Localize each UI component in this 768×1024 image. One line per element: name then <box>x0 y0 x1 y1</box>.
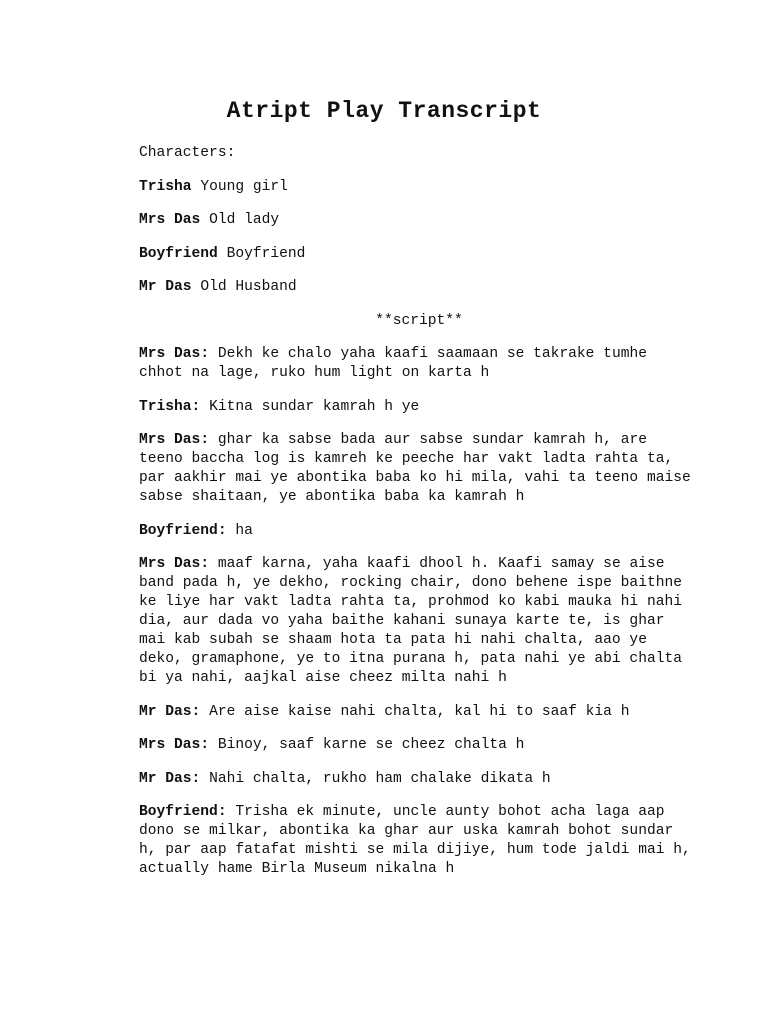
character-entry <box>139 178 699 197</box>
dialogue-line: Mr Das: Nahi chalta, rukho ham chalake dikata h <box>139 770 551 787</box>
character-desc: Young girl <box>200 178 288 195</box>
dialogue-line: Mrs Das: ghar ka sabse bada aur sabse sundar kamrah h, are teeno baccha log is kamreh ke peeche har vakt ladta rahta ta, par aakhir mai ye abontika baba ko hi mila, vahi ta teeno maise sabse shaitaan, ye abontika baba ka kamrah h <box>139 432 691 505</box>
dialogue-text: Are aise kaise nahi chalta, kal hi to saaf kia h <box>209 703 630 720</box>
character-entry <box>139 211 699 230</box>
character-name: Boyfriend <box>139 245 218 262</box>
dialogue-line: Boyfriend: Trisha ek minute, uncle aunty bohot acha laga aap dono se milkar, abontika ka ghar aur uska kamrah bohot sundar h, par aap fatafat mishti se mila dijiye, hum tode jaldi mai h, actually hame Birla Museum nikalna h <box>139 804 691 877</box>
character-name: Mrs Das <box>139 212 201 228</box>
script-marker: **script** <box>375 312 463 329</box>
character-name: Trisha <box>139 178 192 195</box>
speaker-name: Trisha <box>139 398 192 415</box>
document-title: Atript Play Transcript <box>226 98 542 124</box>
dialogue-text: Trisha ek minute, uncle aunty bohot acha laga aap dono se milkar, abontika ka ghar aur uska kamrah bohot sundar h, par aap fatafat mishti se mila dijiye, hum tode jaldi mai h, actually hame Birla Museum nikalna h <box>139 804 691 877</box>
character-entry <box>139 278 699 297</box>
dialogue-line: Mrs Das: Binoy, saaf karne se cheez chalta h <box>139 737 525 753</box>
character-desc: Old lady <box>209 212 280 228</box>
dialogue-text: Kitna sundar kamrah h ye <box>209 398 420 415</box>
dialogue-text: maaf karna, yaha kaafi dhool h. Kaafi samay se aise band pada h, ye dekho, rocking chair, dono behene ispe baithne ke liye har vakt ladta rahta ta, prohmod ko kabi mauka hi nahi dia, aur dada vo yaha baithe kahani sunaya karte te, is ghar mai kab subah se shaam hota ta pata hi nahi chalta, aao ye deko, gramaphone, ye to itna purana h, pata nahi ye abi chalta bi ya nahi, aajkal aise cheez milta nahi h <box>139 556 682 686</box>
character-desc: Old Husband <box>200 279 297 295</box>
character-entry <box>139 245 699 264</box>
dialogue-text: Nahi chalta, rukho ham chalake dikata h <box>209 770 551 787</box>
speaker-name: Mrs Das <box>139 432 201 448</box>
dialogue-text: ghar ka sabse bada aur sabse sundar kamrah h, are teeno baccha log is kamreh ke peeche har vakt ladta rahta ta, par aakhir mai ye abontika baba ko hi mila, vahi ta teeno maise sabse shaitaan, ye abontika baba ka kamrah h <box>139 432 691 505</box>
dialogue-text: Binoy, saaf karne se cheez chalta h <box>217 737 525 753</box>
dialogue-line: Trisha: Kitna sundar kamrah h ye <box>139 398 420 415</box>
speaker-name: Boyfriend <box>139 804 218 820</box>
dialogue-text: ha <box>235 522 253 539</box>
dialogue-line: Mr Das: Are aise kaise nahi chalta, kal hi to saaf kia h <box>139 703 630 720</box>
dialogue-text: Dekh ke chalo yaha kaafi saamaan se takrake tumhe chhot na lage, ruko hum light on karta h <box>139 346 647 381</box>
speaker-name: Mr Das <box>139 703 192 720</box>
speaker-name: Mrs Das <box>139 556 201 572</box>
speaker-name: Mr Das <box>139 770 192 787</box>
dialogue-line: Boyfriend: ha <box>139 522 253 539</box>
character-name: Mr Das <box>139 279 192 295</box>
speaker-name: Boyfriend <box>139 522 218 539</box>
characters-heading: Characters: <box>139 145 236 161</box>
speaker-name: Mrs Das <box>139 346 201 362</box>
character-desc: Boyfriend <box>226 245 306 262</box>
document-body <box>139 144 699 894</box>
dialogue-line: Mrs Das: maaf karna, yaha kaafi dhool h. Kaafi samay se aise band pada h, ye dekho, rocking chair, dono behene ispe baithne ke liye har vakt ladta rahta ta, prohmod ko kabi mauka hi nahi dia, aur dada vo yaha baithe kahani sunaya karte te, is ghar mai kab subah se shaam hota ta pata hi nahi chalta, aao ye deko, gramaphone, ye to itna purana h, pata nahi ye abi chalta bi ya nahi, aajkal aise cheez milta nahi h <box>139 556 682 686</box>
speaker-name: Mrs Das <box>139 737 201 753</box>
dialogue-line: Mrs Das: Dekh ke chalo yaha kaafi saamaan se takrake tumhe chhot na lage, ruko hum light on karta h <box>139 346 647 381</box>
